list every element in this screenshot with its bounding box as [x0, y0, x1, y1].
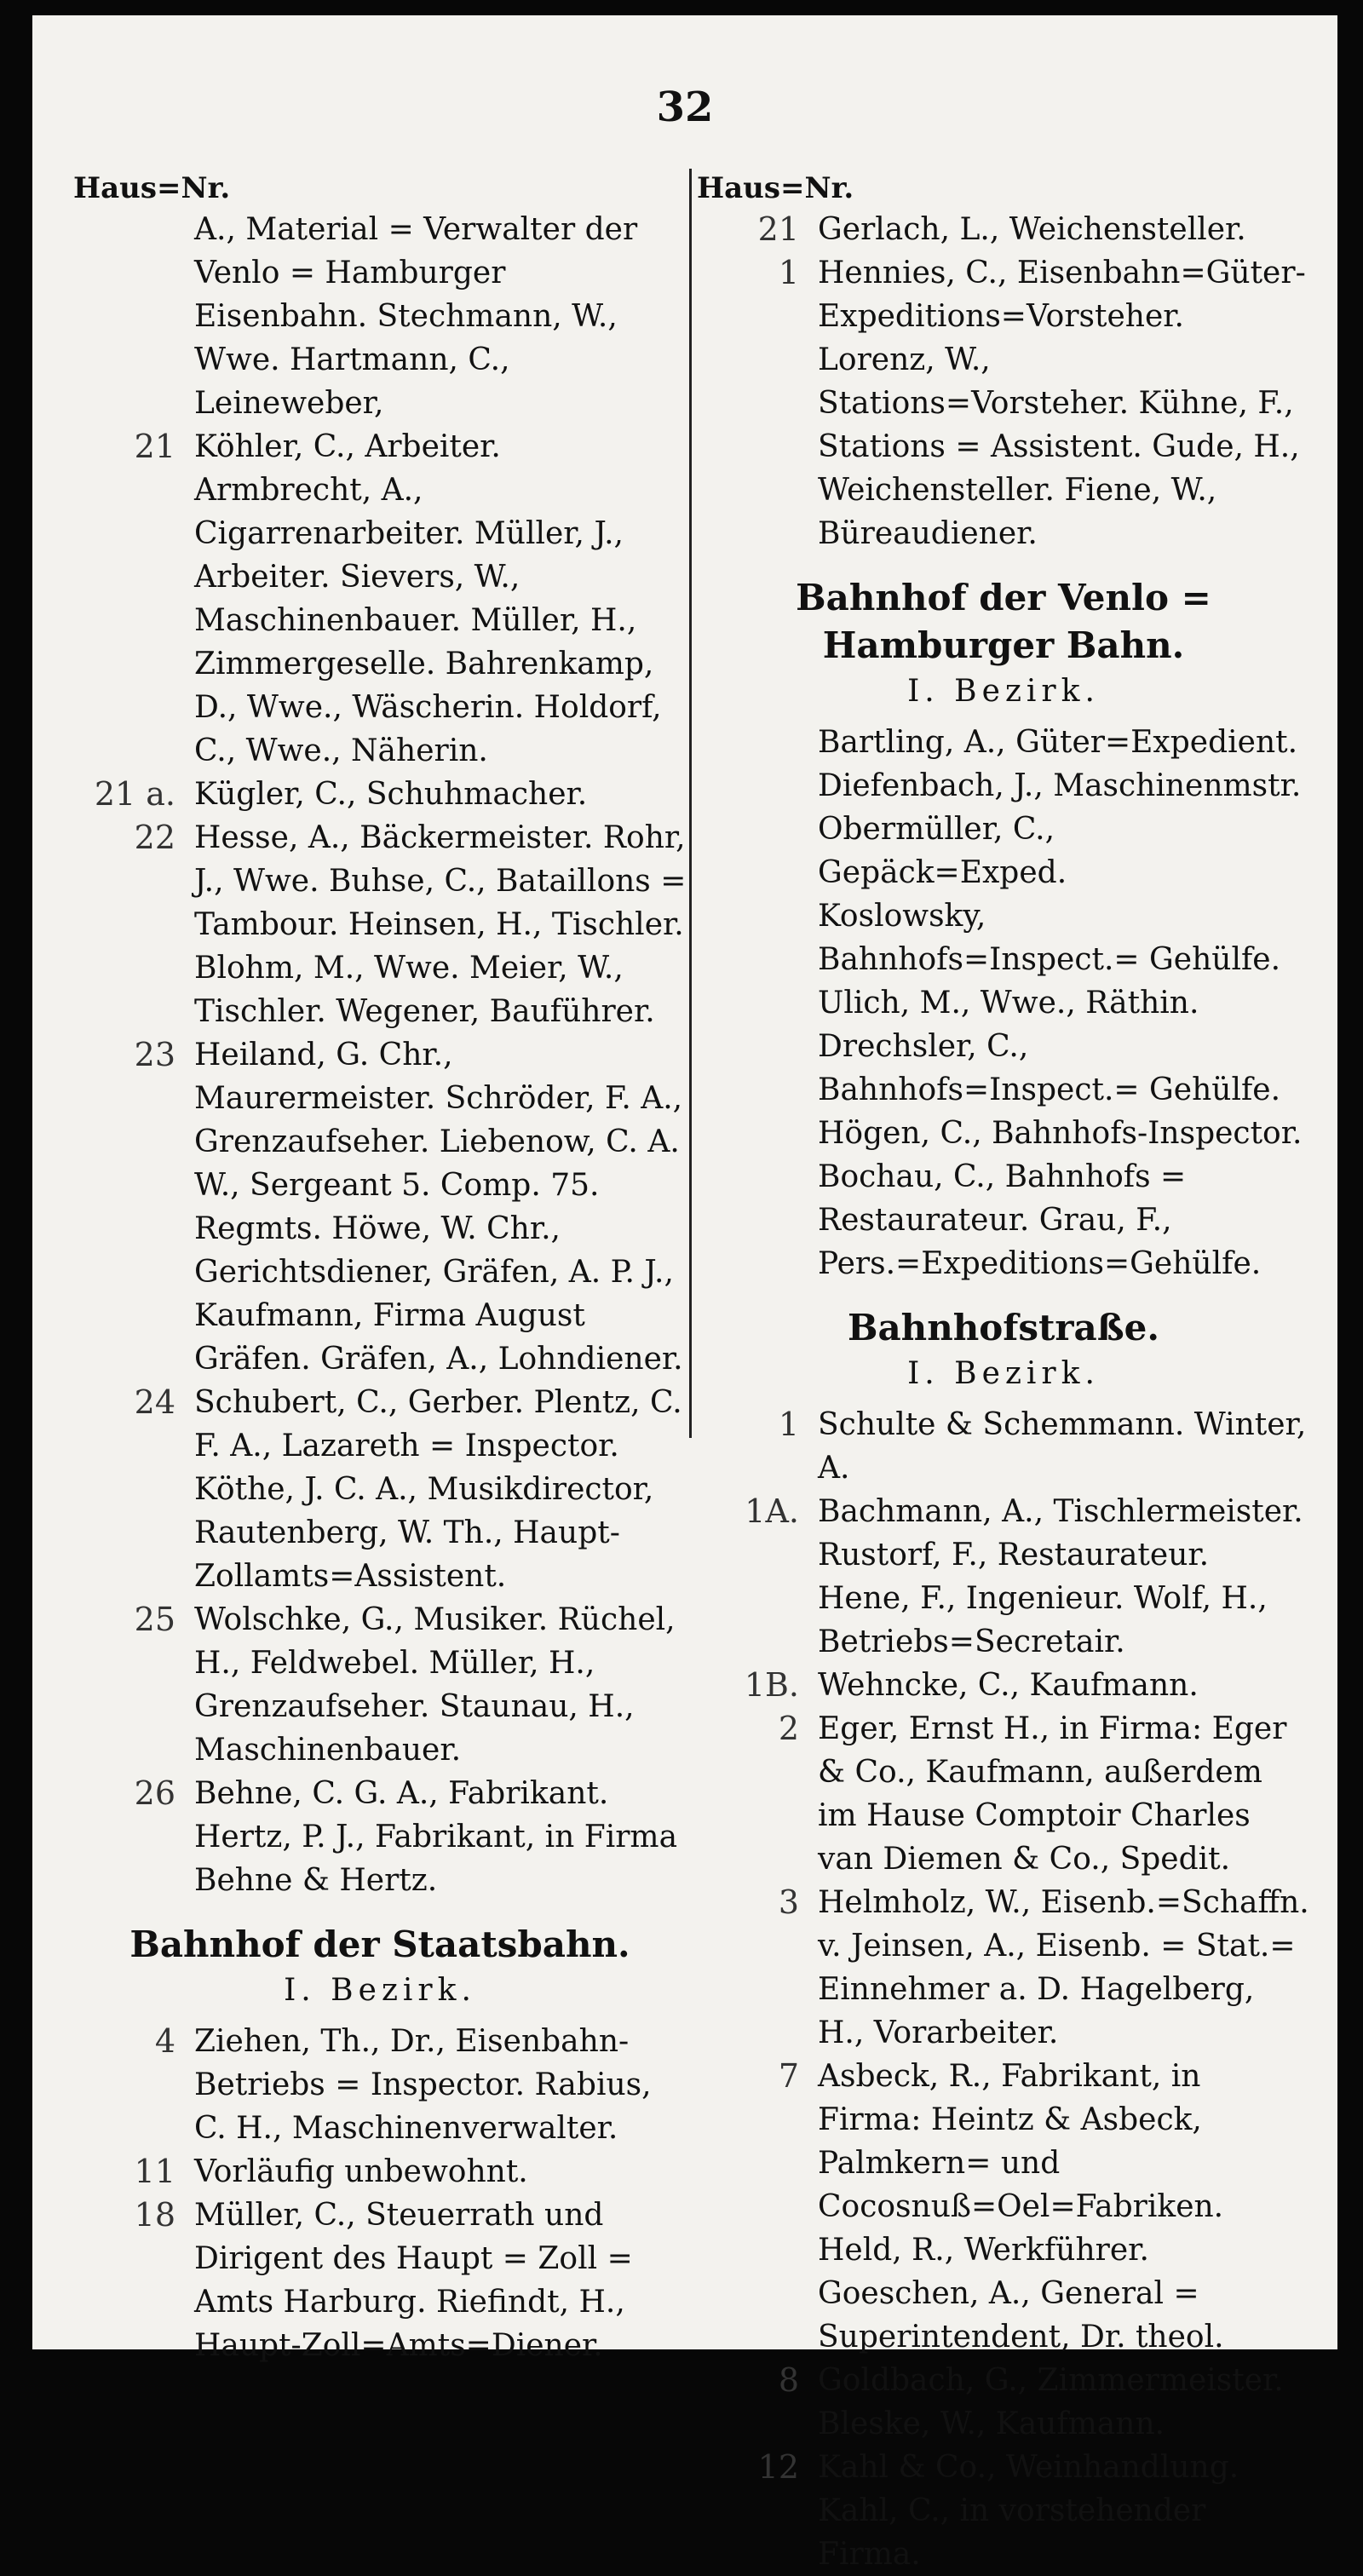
section-title: Bahnhofstraße.	[847, 1307, 1160, 1348]
entry-text: Kügler, C., Schuhmacher.	[194, 777, 588, 812]
house-number: 25	[134, 1601, 175, 1638]
entry-text: Drechsler, C., Bahnhofs=Inspect.= Gehülfe. Högen, C., Bahnhofs-Inspector. Bochau, C., Bahnhofs = Restaurateur. Grau, F., Pers.=Expeditions=Gehülfe.	[818, 1029, 1303, 1281]
directory-entry	[697, 1664, 1310, 1707]
house-number: 22	[134, 819, 175, 856]
directory-entry	[73, 425, 687, 773]
entry-text: Diefenbach, J., Maschinenmstr.	[818, 768, 1302, 803]
directory-entry	[697, 1403, 1310, 1490]
directory-entry	[73, 2194, 687, 2367]
house-number: 1	[778, 1406, 799, 1443]
house-number-header: Haus=Nr.	[697, 171, 854, 205]
directory-entry	[697, 894, 1310, 1025]
left-column	[73, 169, 687, 2367]
directory-entry	[73, 773, 687, 816]
house-number: 18	[134, 2196, 175, 2234]
house-number: 1	[778, 254, 799, 291]
directory-entry	[697, 1490, 1310, 1664]
entry-text: Köhler, C., Arbeiter. Armbrecht, A., Cigarrenarbeiter. Müller, J., Arbeiter. Sievers, W., Maschinenbauer. Müller, H., Zimmergeselle. Bahrenkamp, D., Wwe., Wäscherin. Holdorf, C., Wwe., Näherin.	[194, 429, 662, 768]
entry-text: Ziehen, Th., Dr., Eisenbahn-Betriebs = Inspector. Rabius, C. H., Maschinenverwalter.	[194, 2024, 652, 2146]
directory-entry	[697, 2446, 1310, 2576]
entry-text: Eger, Ernst H., in Firma: Eger & Co., Kaufmann, außerdem im Hause Comptoir Charles van Diemen & Co., Spedit.	[818, 1711, 1287, 1877]
right-entries-section1	[697, 721, 1310, 1285]
house-number: 21	[134, 428, 175, 465]
entry-text: Asbeck, R., Fabrikant, in Firma: Heintz & Asbeck, Palmkern= und Cocosnuß=Oel=Fabriken. Held, R., Werkführer. Goeschen, A., General = Superintendent, Dr. theol.	[818, 2059, 1224, 2355]
house-number: 8	[778, 2361, 799, 2399]
directory-entry	[73, 1772, 687, 1902]
page-number: 32	[656, 83, 714, 131]
entry-text: Kahl & Co., Weinhandlung. Kahl, C., in vorstehender Firma.	[818, 2450, 1239, 2572]
directory-entry	[73, 2150, 687, 2194]
directory-entry	[697, 1881, 1310, 2055]
district-label: I. Bezirk.	[907, 1356, 1100, 1391]
directory-entry	[73, 1381, 687, 1598]
directory-entry	[697, 1707, 1310, 1881]
left-entries-a	[73, 208, 687, 1902]
directory-entry	[73, 1033, 687, 1381]
house-number-header: Haus=Nr.	[73, 171, 231, 205]
district-label: I. Bezirk.	[907, 674, 1100, 709]
entry-text: Bartling, A., Güter=Expedient.	[818, 725, 1298, 760]
column-divider	[689, 169, 692, 1438]
house-number: 1A.	[745, 1492, 799, 1530]
right-entries-a	[697, 208, 1310, 555]
house-number: 7	[778, 2057, 799, 2095]
directory-entry	[697, 1025, 1310, 1285]
entry-text: Vorläufig unbewohnt.	[194, 2154, 528, 2189]
house-number: 21 a.	[94, 775, 175, 813]
house-number: 3	[778, 1883, 799, 1921]
directory-entry	[697, 764, 1310, 808]
page	[32, 15, 1337, 2572]
house-number: 1B.	[744, 1666, 799, 1704]
entry-text: Heiland, G. Chr., Maurermeister. Schröder, F. A., Grenzaufseher. Liebenow, C. A. W., Sergeant 5. Comp. 75. Regmts. Höwe, W. Chr., Gerichtsdiener, Gräfen, A. P. J., Kaufmann, Firma August Gräfen. Gräfen, A., Lohndiener.	[194, 1038, 683, 1377]
entry-text: Müller, C., Steuerrath und Dirigent des Haupt = Zoll = Amts Harburg. Riefindt, H., Haupt-Zoll=Amts=Diener.	[194, 2198, 633, 2363]
entry-text: Schulte & Schemmann. Winter, A.	[818, 1407, 1307, 1486]
directory-entry	[73, 1598, 687, 1772]
directory-entry	[697, 2055, 1310, 2359]
right-entries-section2	[697, 1403, 1310, 2576]
entry-text: Goldbach, G., Zimmermeister. Bleske, W., Kaufmann.	[818, 2363, 1284, 2441]
entry-text: Hesse, A., Bäckermeister. Rohr, J., Wwe. Buhse, C., Bataillons = Tambour. Heinsen, H., Tischler. Blohm, M., Wwe. Meier, W., Tischler. Wegener, Bauführer.	[194, 820, 687, 1029]
entry-text: Wehncke, C., Kaufmann.	[818, 1668, 1199, 1703]
entry-text: Wolschke, G., Musiker. Rüchel, H., Feldwebel. Müller, H., Grenzaufseher. Staunau, H., Maschinenbauer.	[194, 1602, 676, 1768]
house-number: 4	[154, 2022, 175, 2060]
house-number: 23	[134, 1036, 175, 1073]
entry-text: Obermüller, C., Gepäck=Exped.	[818, 812, 1067, 890]
directory-entry	[697, 808, 1310, 894]
entry-text: Bachmann, A., Tischlermeister. Rustorf, F., Restaurateur. Hene, F., Ingenieur. Wolf, H., Betriebs=Secretair.	[818, 1494, 1303, 1659]
house-number: 12	[757, 2448, 799, 2486]
entry-text: Koslowsky, Bahnhofs=Inspect.= Gehülfe. Ulich, M., Wwe., Räthin.	[818, 899, 1281, 1021]
directory-entry	[697, 2359, 1310, 2446]
directory-entry	[73, 2020, 687, 2150]
entry-text: Behne, C. G. A., Fabrikant. Hertz, P. J., Fabrikant, in Firma Behne & Hertz.	[194, 1776, 678, 1898]
directory-entry	[73, 208, 687, 425]
directory-entry	[697, 208, 1310, 251]
house-number: 21	[757, 210, 799, 248]
entry-text: Gerlach, L., Weichensteller.	[818, 212, 1246, 247]
entry-text: Hennies, C., Eisenbahn=Güter-Expeditions=Vorsteher. Lorenz, W., Stations=Vorsteher. Kühne, F., Stations = Assistent. Gude, H., Weichensteller. Fiene, W., Büreaudiener.	[818, 256, 1306, 551]
entry-text: Schubert, C., Gerber. Plentz, C. F. A., Lazareth = Inspector. Köthe, J. C. A., Musikdirector, Rautenberg, W. Th., Haupt-Zollamts=Assistent.	[194, 1385, 682, 1594]
right-column	[697, 169, 1310, 2576]
directory-entry	[73, 816, 687, 1033]
directory-entry	[697, 721, 1310, 764]
left-entries-b	[73, 2020, 687, 2367]
entry-text: Helmholz, W., Eisenb.=Schaffn. v. Jeinsen, A., Eisenb. = Stat.= Einnehmer a. D. Hagelberg, H., Vorarbeiter.	[818, 1885, 1309, 2050]
district-label: I. Bezirk.	[284, 1973, 476, 2008]
section-title: Bahnhof der Staatsbahn.	[129, 1923, 630, 1965]
directory-entry	[697, 251, 1310, 555]
section-title: Bahnhof der Venlo = Hamburger Bahn.	[796, 577, 1211, 666]
house-number: 2	[778, 1710, 799, 1747]
house-number: 24	[134, 1383, 175, 1421]
house-number: 11	[134, 2153, 175, 2190]
house-number: 26	[134, 1774, 175, 1812]
entry-text: A., Material = Verwalter der Venlo = Hamburger Eisenbahn. Stechmann, W., Wwe. Hartmann, C., Leineweber,	[194, 212, 638, 421]
